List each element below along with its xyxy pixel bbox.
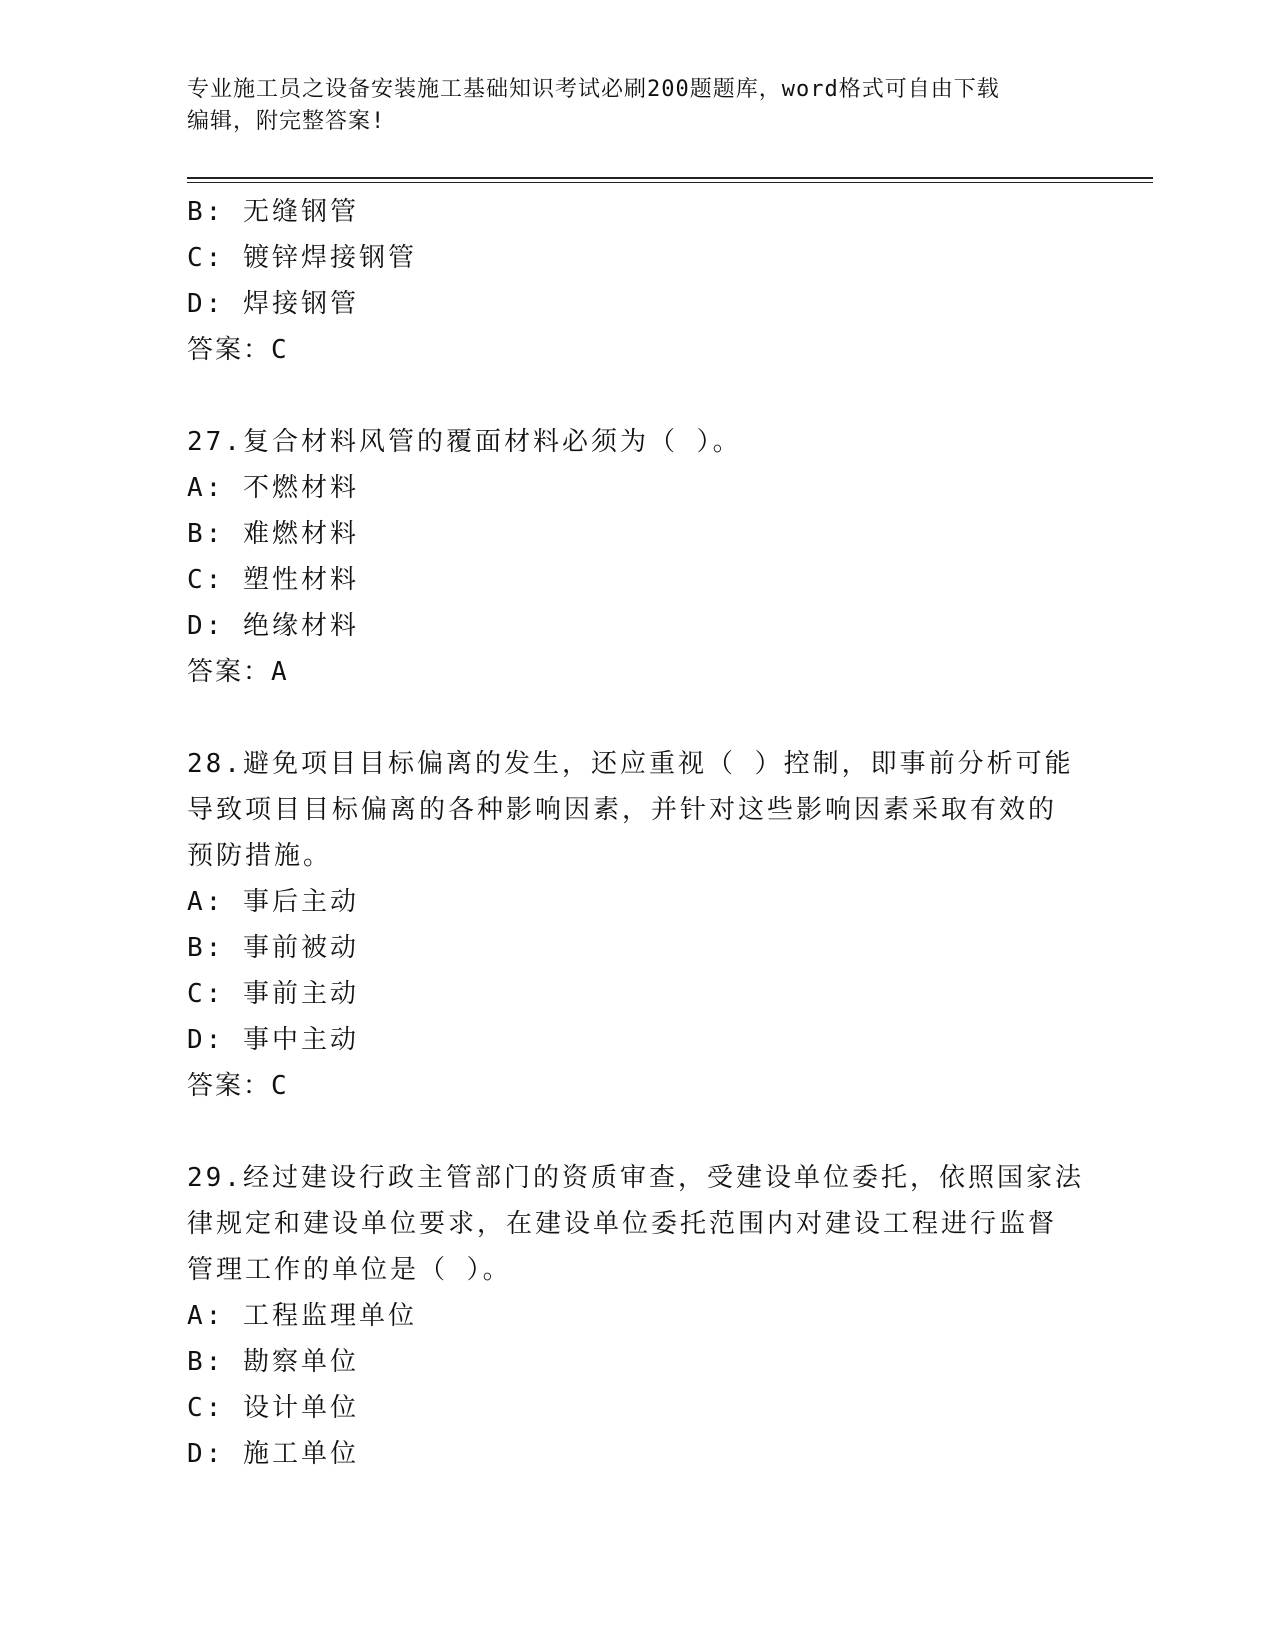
question-26-tail bbox=[187, 189, 1087, 373]
question-text-line-3: 管理工作的单位是（ ）。 bbox=[187, 1255, 512, 1285]
question-text-line-1: 29.经过建设行政主管部门的资质审查，受建设单位委托，依照国家法 bbox=[187, 1163, 1084, 1193]
question-28 bbox=[187, 741, 1087, 1109]
option-d: D: 事中主动 bbox=[187, 1025, 359, 1055]
option-d: D: 焊接钢管 bbox=[187, 289, 359, 319]
option-b: B: 勘察单位 bbox=[187, 1347, 359, 1377]
option-c: C: 镀锌焊接钢管 bbox=[187, 243, 417, 273]
option-a: A: 不燃材料 bbox=[187, 473, 359, 503]
option-b: B: 难燃材料 bbox=[187, 519, 359, 549]
question-text-line-1: 28.避免项目目标偏离的发生，还应重视（ ）控制，即事前分析可能 bbox=[187, 749, 1074, 779]
option-c: C: 塑性材料 bbox=[187, 565, 359, 595]
option-c: C: 事前主动 bbox=[187, 979, 359, 1009]
option-c: C: 设计单位 bbox=[187, 1393, 359, 1423]
question-27 bbox=[187, 419, 1087, 695]
question-text-line-2: 律规定和建设单位要求，在建设单位委托范围内对建设工程进行监督 bbox=[187, 1209, 1058, 1239]
option-d: D: 绝缘材料 bbox=[187, 611, 359, 641]
answer: 答案：A bbox=[187, 657, 289, 687]
question-29 bbox=[187, 1155, 1087, 1477]
document-body bbox=[187, 189, 1087, 1477]
option-d: D: 施工单位 bbox=[187, 1439, 359, 1469]
header-title-line-1: 专业施工员之设备安装施工基础知识考试必刷200题题库，word格式可自由下载 bbox=[187, 77, 1000, 102]
option-a: A: 事后主动 bbox=[187, 887, 359, 917]
header-divider-thick bbox=[187, 177, 1153, 179]
spacer bbox=[187, 695, 1087, 741]
question-text-line-3: 预防措施。 bbox=[187, 841, 333, 871]
document-header bbox=[187, 74, 1067, 138]
option-b: B: 事前被动 bbox=[187, 933, 359, 963]
spacer bbox=[187, 373, 1087, 419]
question-text-line-2: 导致项目目标偏离的各种影响因素，并针对这些影响因素采取有效的 bbox=[187, 795, 1058, 825]
spacer bbox=[187, 1109, 1087, 1155]
answer: 答案：C bbox=[187, 1071, 289, 1101]
header-title-line-2: 编辑，附完整答案! bbox=[187, 109, 386, 134]
answer: 答案：C bbox=[187, 335, 289, 365]
question-text: 27.复合材料风管的覆面材料必须为（ ）。 bbox=[187, 427, 742, 457]
header-divider-thin bbox=[187, 182, 1153, 183]
option-a: A: 工程监理单位 bbox=[187, 1301, 417, 1331]
option-b: B: 无缝钢管 bbox=[187, 197, 359, 227]
